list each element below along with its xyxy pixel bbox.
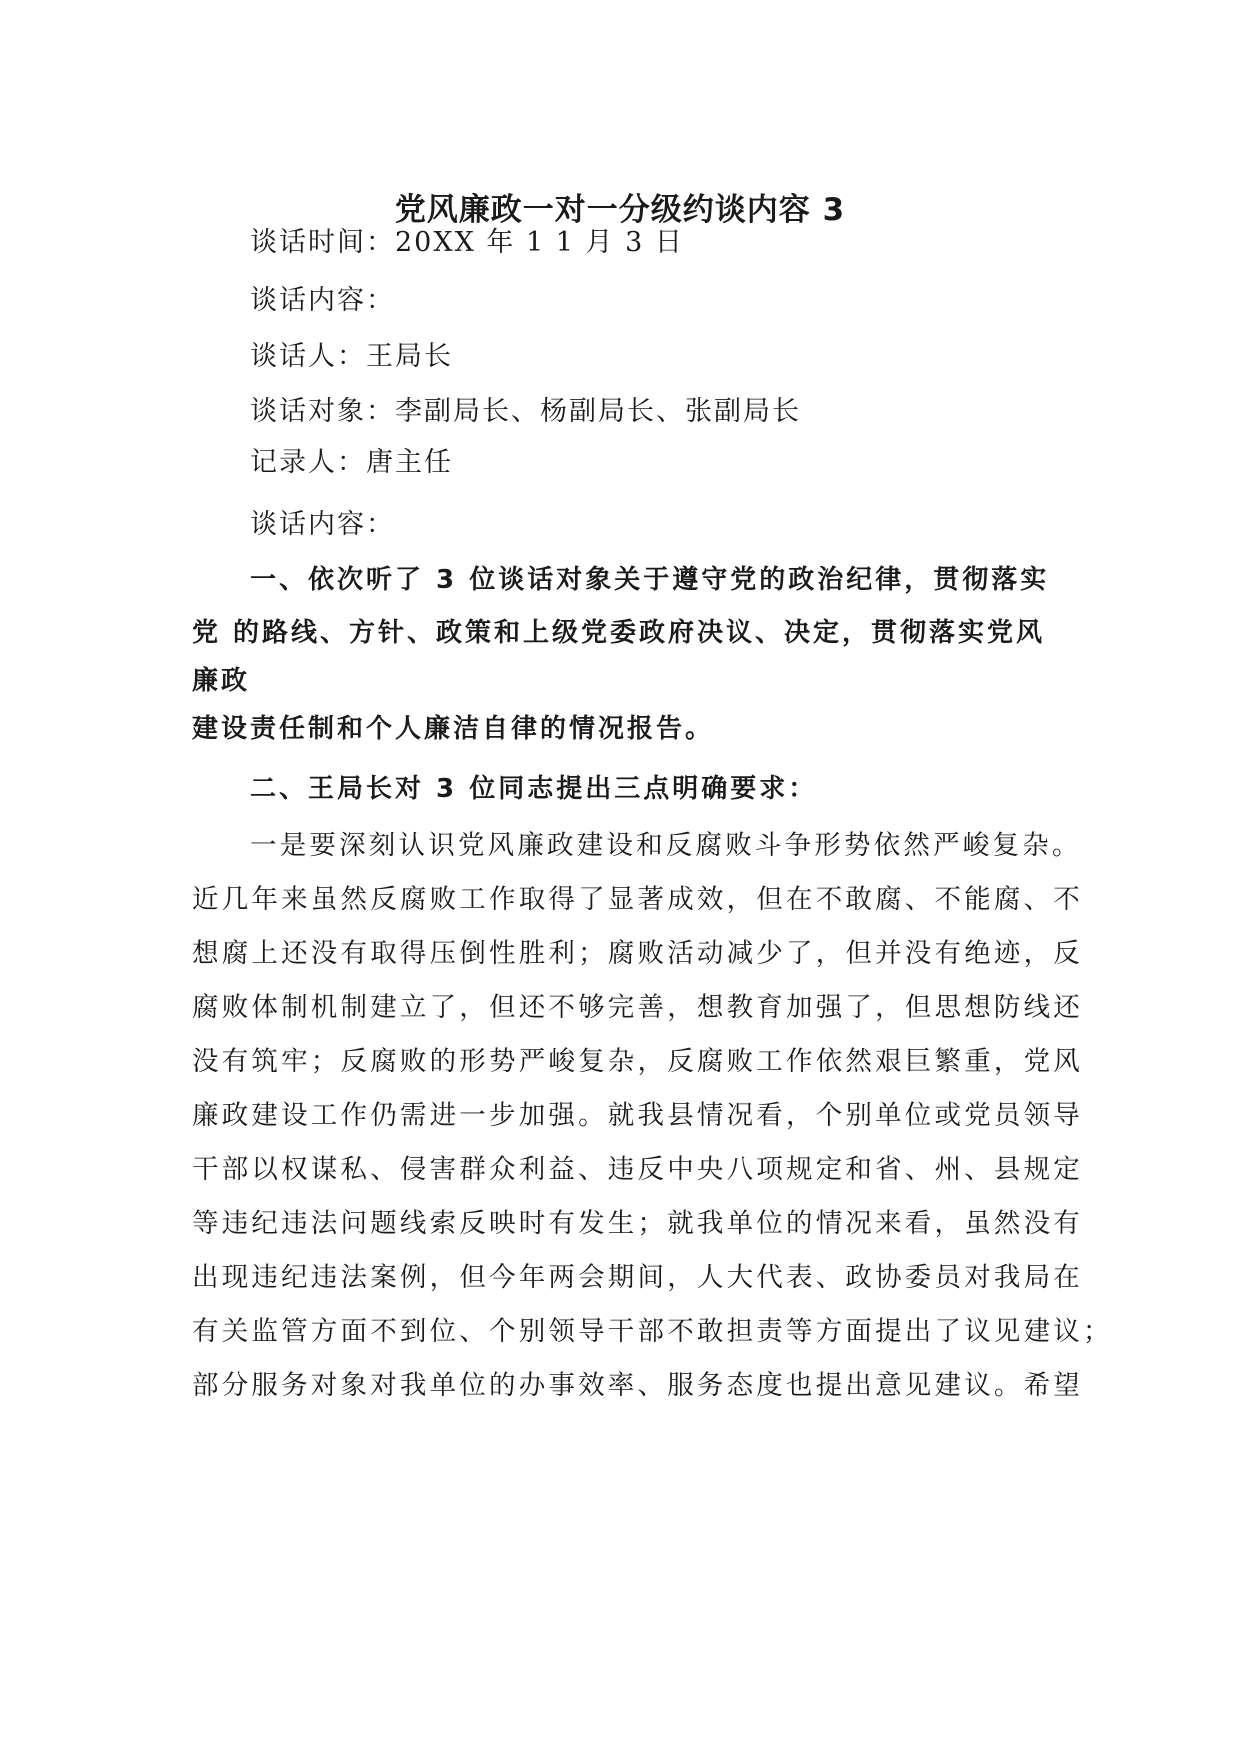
section1-line: 一、依次听了 3 位谈话对象关于遵守党的政治纪律，贯彻落实 bbox=[250, 565, 1050, 595]
section1-line: 建设责任制和个人廉洁自律的情况报告。 bbox=[192, 714, 715, 744]
body-line: 近几年来虽然反腐败工作取得了显著成效，但在不敢腐、不能腐、不 bbox=[192, 884, 1083, 915]
meta-line-talk-content: 谈话内容： bbox=[250, 285, 395, 316]
section2-heading: 二、王局长对 3 位同志提出三点明确要求： bbox=[250, 774, 818, 804]
body-line: 没有筑牢；反腐败的形势严峻复杂，反腐败工作依然艰巨繁重，党风 bbox=[192, 1046, 1083, 1077]
body-line: 有关监管方面不到位、个别领导干部不敢担责等方面提出了议见建议； bbox=[192, 1316, 1113, 1347]
section1-line: 廉政 bbox=[192, 666, 251, 696]
meta-line-talk-objects: 谈话对象：李副局长、杨副局长、张副局长 bbox=[250, 396, 801, 427]
meta-line-talk-content-2: 谈话内容： bbox=[250, 509, 395, 540]
body-line: 一是要深刻认识党风廉政建设和反腐败斗争形势依然严峻复杂。 bbox=[250, 830, 1082, 861]
body-line: 出现违纪违法案例，但今年两会期间，人大代表、政协委员对我局在 bbox=[192, 1262, 1083, 1293]
body-line: 部分服务对象对我单位的办事效率、服务态度也提出意见建议。希望 bbox=[192, 1370, 1083, 1401]
body-line: 干部以权谋私、侵害群众利益、违反中央八项规定和省、州、县规定 bbox=[192, 1154, 1083, 1185]
body-line: 腐败体制机制建立了，但还不够完善，想教育加强了，但思想防线还 bbox=[192, 992, 1083, 1023]
document-title: 党风廉政一对一分级约谈内容 3 bbox=[394, 192, 846, 228]
meta-line-speaker: 谈话人：王局长 bbox=[250, 341, 453, 372]
meta-line-talk-time: 谈话时间：20XX 年 1 1 月 3 日 bbox=[250, 227, 684, 258]
meta-line-recorder: 记录人：唐主任 bbox=[250, 447, 453, 478]
body-line: 廉政建设工作仍需进一步加强。就我县情况看，个别单位或党员领导 bbox=[192, 1100, 1083, 1131]
body-line: 想腐上还没有取得压倒性胜利；腐败活动减少了，但并没有绝迹，反 bbox=[192, 938, 1083, 969]
section1-line: 党 的路线、方针、政策和上级党委政府决议、决定，贯彻落实党风 bbox=[192, 618, 1046, 648]
body-line: 等违纪违法问题线索反映时有发生；就我单位的情况来看，虽然没有 bbox=[192, 1208, 1083, 1239]
